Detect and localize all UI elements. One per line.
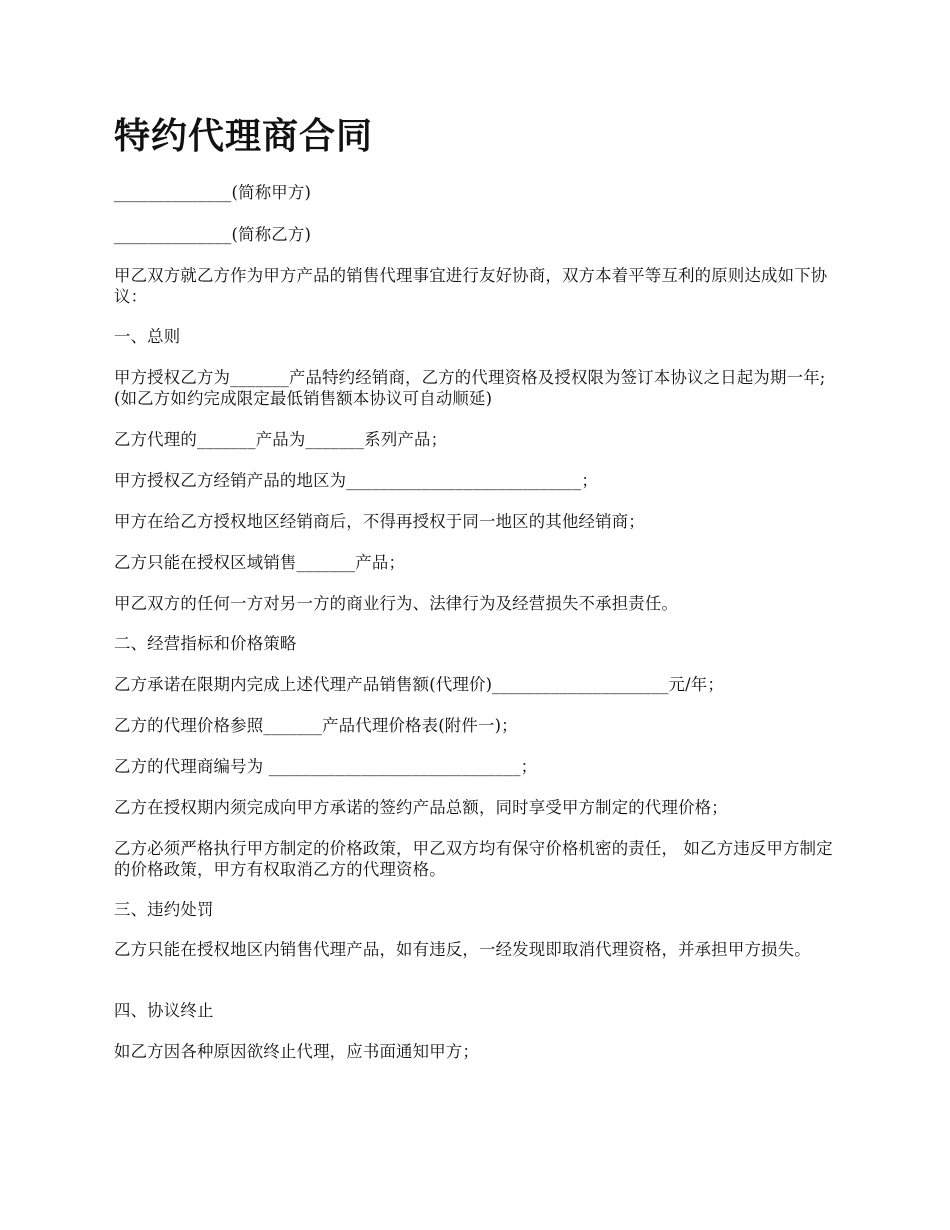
clause-paragraph: 乙方代理的_______产品为_______系列产品；: [114, 430, 448, 449]
clause-paragraph: 乙方只能在授权区域销售_______产品；: [114, 553, 406, 572]
section-heading-targets-pricing: 二、经营指标和价格策略: [114, 634, 297, 653]
clause-paragraph: 乙方只能在授权地区内销售代理产品，如有违反，一经发现即取消代理资格，并承担甲方损失。: [114, 940, 811, 959]
clause-paragraph: 甲方授权乙方经销产品的地区为____________________________；: [114, 471, 598, 490]
party-a-line: ______________(简称甲方): [114, 183, 312, 202]
party-b-line: ______________(简称乙方): [114, 225, 312, 244]
clause-paragraph: 乙方在授权期内须完成向甲方承诺的签约产品总额，同时享受甲方制定的代理价格；: [114, 798, 728, 817]
section-heading-termination: 四、协议终止: [114, 1001, 214, 1020]
preamble-paragraph: 甲乙双方就乙方作为甲方产品的销售代理事宜进行友好协商，双方本着平等互利的原则达成如下协议：: [114, 266, 828, 306]
clause-paragraph: 甲方授权乙方为_______产品特约经销商，乙方的代理资格及授权限为签订本协议之日起为期一年;(如乙方如约完成限定最低销售额本协议可自动顺延): [114, 368, 826, 408]
section-heading-penalty: 三、违约处罚: [114, 900, 214, 919]
clause-paragraph: 乙方承诺在限期内完成上述代理产品销售额(代理价)_____________________元/年；: [114, 675, 724, 694]
clause-paragraph: 乙方的代理价格参照_______产品代理价格表(附件一)；: [114, 716, 518, 735]
clause-paragraph: 乙方的代理商编号为 ______________________________；: [114, 757, 538, 776]
document-title: 特约代理商合同: [114, 115, 374, 157]
clause-paragraph: 乙方必须严格执行甲方制定的价格政策，甲乙双方均有保守价格机密的责任， 如乙方违反甲方制定的价格政策，甲方有权取消乙方的代理资格。: [114, 839, 833, 879]
clause-paragraph: 甲乙双方的任何一方对另一方的商业行为、法律行为及经营损失不承担责任。: [114, 594, 679, 613]
clause-paragraph: 甲方在给乙方授权地区经销商后，不得再授权于同一地区的其他经销商；: [114, 512, 645, 531]
clause-paragraph: 如乙方因各种原因欲终止代理，应书面通知甲方；: [114, 1042, 479, 1061]
section-heading-general: 一、总则: [114, 327, 181, 346]
